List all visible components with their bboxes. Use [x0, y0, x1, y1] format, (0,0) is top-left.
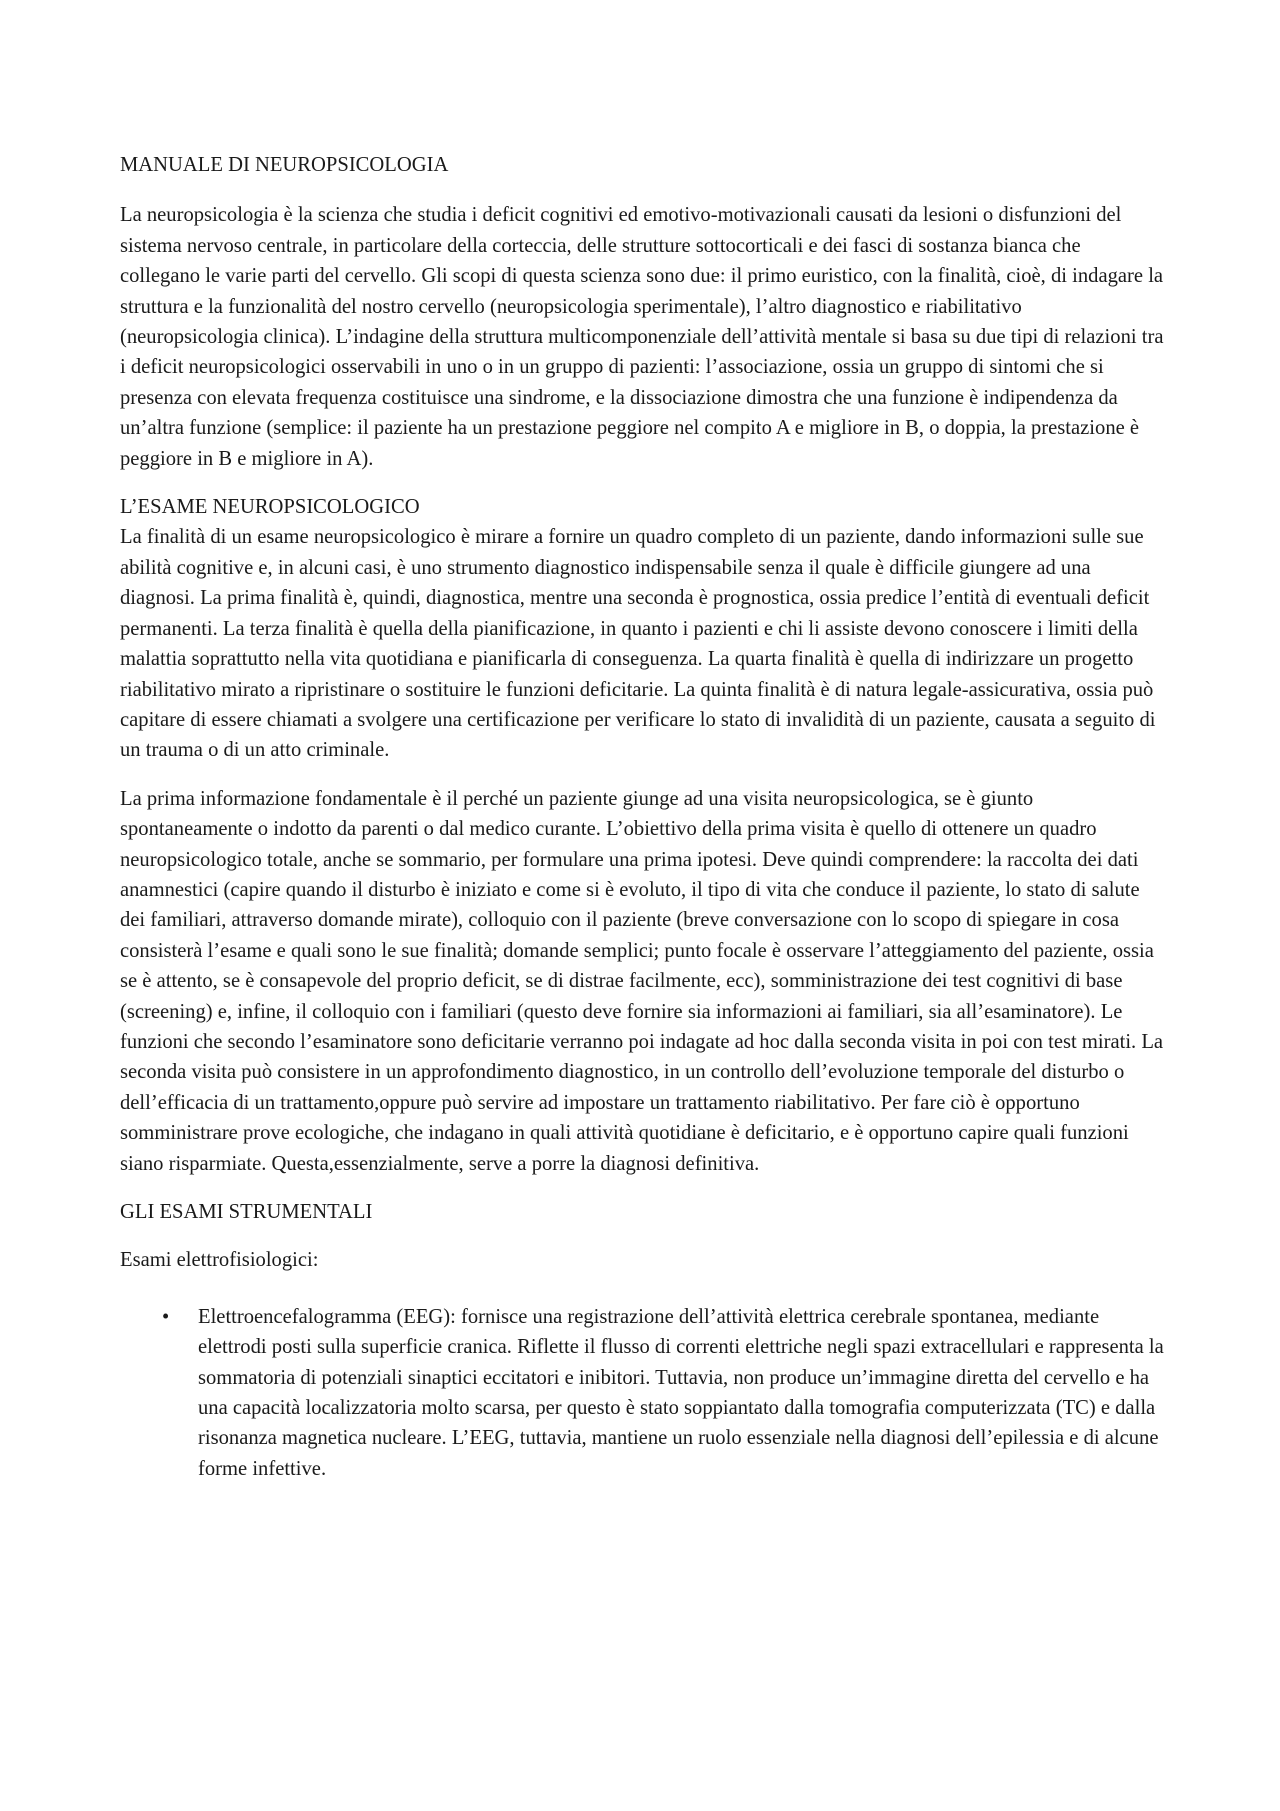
intro-paragraph: La neuropsicologia è la scienza che studia i deficit cognitivi ed emotivo-motivazionali causati da lesioni o disfunzioni del sistema nervoso centrale, in particolare della corteccia, delle strutture sottocorticali e dei fasci di sostanza bianca che collegano le varie parti del cervello. Gli scopi di questa scienza sono due: il primo euristico, con la finalità, cioè, di indagare la struttura e la funzionalità del nostro cervello (neuropsicologia sperimentale), l’altro diagnostico e riabilitativo (neuropsicologia clinica). L’indagine della struttura multicomponenziale dell’attività mentale si basa su due tipi di relazioni tra i deficit neuropsicologici osservabili in uno o in un gruppo di pazienti: l’associazione, ossia un gruppo di sintomi che si presenza con elevata frequenza costituisce una sindrome, e la dissociazione dimostra che una funzione è indipendenza da un’altra funzione (semplice: il paziente ha un prestazione peggiore nel compito A e migliore in B, o doppia, la prestazione è peggiore in B e migliore in A).: [120, 204, 1164, 470]
esame-paragraph-finalita: La finalità di un esame neuropsicologico è mirare a fornire un quadro completo di un paziente, dando informazioni sulle sue abilità cognitive e, in alcuni casi, è uno strumento diagnostico indispensabile senza il quale è difficile giungere ad una diagnosi. La prima finalità è, quindi, diagnostica, mentre una seconda è prognostica, ossia predice l’entità di eventuali deficit permanenti. La terza finalità è quella della pianificazione, in quanto i pazienti e chi li assiste devono conoscere i limiti della malattia soprattutto nella vita quotidiana e pianificarla di conseguenza. La quarta finalità è quella di indirizzare un progetto riabilitativo mirato a ripristinare o sostituire le funzioni deficitarie. La quinta finalità è di natura legale-assicurativa, ossia può capitare di essere chiamati a svolgere una certificazione per verificare lo stato di invalidità di un paziente, causata a seguito di un trauma o di un atto criminale.: [120, 526, 1156, 762]
list-item-text: Elettroencefalogramma (EEG): fornisce una registrazione dell’attività elettrica cerebrale spontanea, mediante elettrodi posti sulla superficie cranica. Riflette il flusso di correnti elettriche negli spazi extracellulari e rappresenta la sommatoria di potenziali sinaptici eccitatori e inibitori. Tuttavia, non produce un’immagine diretta del cervello e ha una capacità localizzatoria molto scarsa, per questo è stato soppiantato dalla tomografia computerizzata (TC) e dalla risonanza magnetica nucleare. L’EEG, tuttavia, mantiene un ruolo essenziale nella diagnosi dell’epilessia e di alcune forme infettive.: [198, 1305, 1164, 1480]
section-heading-esame: L’ESAME NEUROPSICOLOGICO: [120, 496, 420, 519]
subheading-esami-elettrofisiologici: Esami elettrofisiologici:: [120, 1249, 319, 1272]
bullet-list: [120, 1302, 1165, 1484]
bullet-icon: •: [162, 1305, 170, 1328]
document-title: MANUALE DI NEUROPSICOLOGIA: [120, 154, 449, 176]
list-item: [120, 1302, 1165, 1484]
esame-paragraph-visita: La prima informazione fondamentale è il perché un paziente giunge ad una visita neuropsicologica, se è giunto spontaneamente o indotto da parenti o dal medico curante. L’obiettivo della prima visita è quello di ottenere un quadro neuropsicologico totale, anche se sommario, per formulare una prima ipotesi. Deve quindi comprendere: la raccolta dei dati anamnestici (capire quando il disturbo è iniziato e come si è evoluto, il tipo di vita che conduce il paziente, lo stato di salute dei familiari, attraverso domande mirate), colloquio con il paziente (breve conversazione con lo scopo di spiegare in cosa consisterà l’esame e quali sono le sue finalità; domande semplici; punto focale è osservare l’atteggiamento del paziente, ossia se è attento, se è consapevole del proprio deficit, se di distrae facilmente, ecc), somministrazione dei test cognitivi di base (screening) e, infine, il colloquio con i familiari (questo deve fornire sia informazioni ai familiari, sia all’esaminatore). Le funzioni che secondo l’esaminatore sono deficitarie verranno poi indagate ad hoc dalla seconda visita in poi con test mirati. La seconda visita può consistere in un approfondimento diagnostico, in un controllo dell’evoluzione temporale del disturbo o dell’efficacia di un trattamento,oppure può servire ad impostare un trattamento riabilitativo. Per fare ciò è opportuno somministrare prove ecologiche, che indagano in quali attività quotidiane è deficitario, e è opportuno capire quali funzioni siano risparmiate. Questa,essenzialmente, serve a porre la diagnosi definitiva.: [120, 787, 1164, 1175]
document-page: [120, 150, 1165, 1484]
section-heading-esami-strumentali: GLI ESAMI STRUMENTALI: [120, 1201, 373, 1223]
